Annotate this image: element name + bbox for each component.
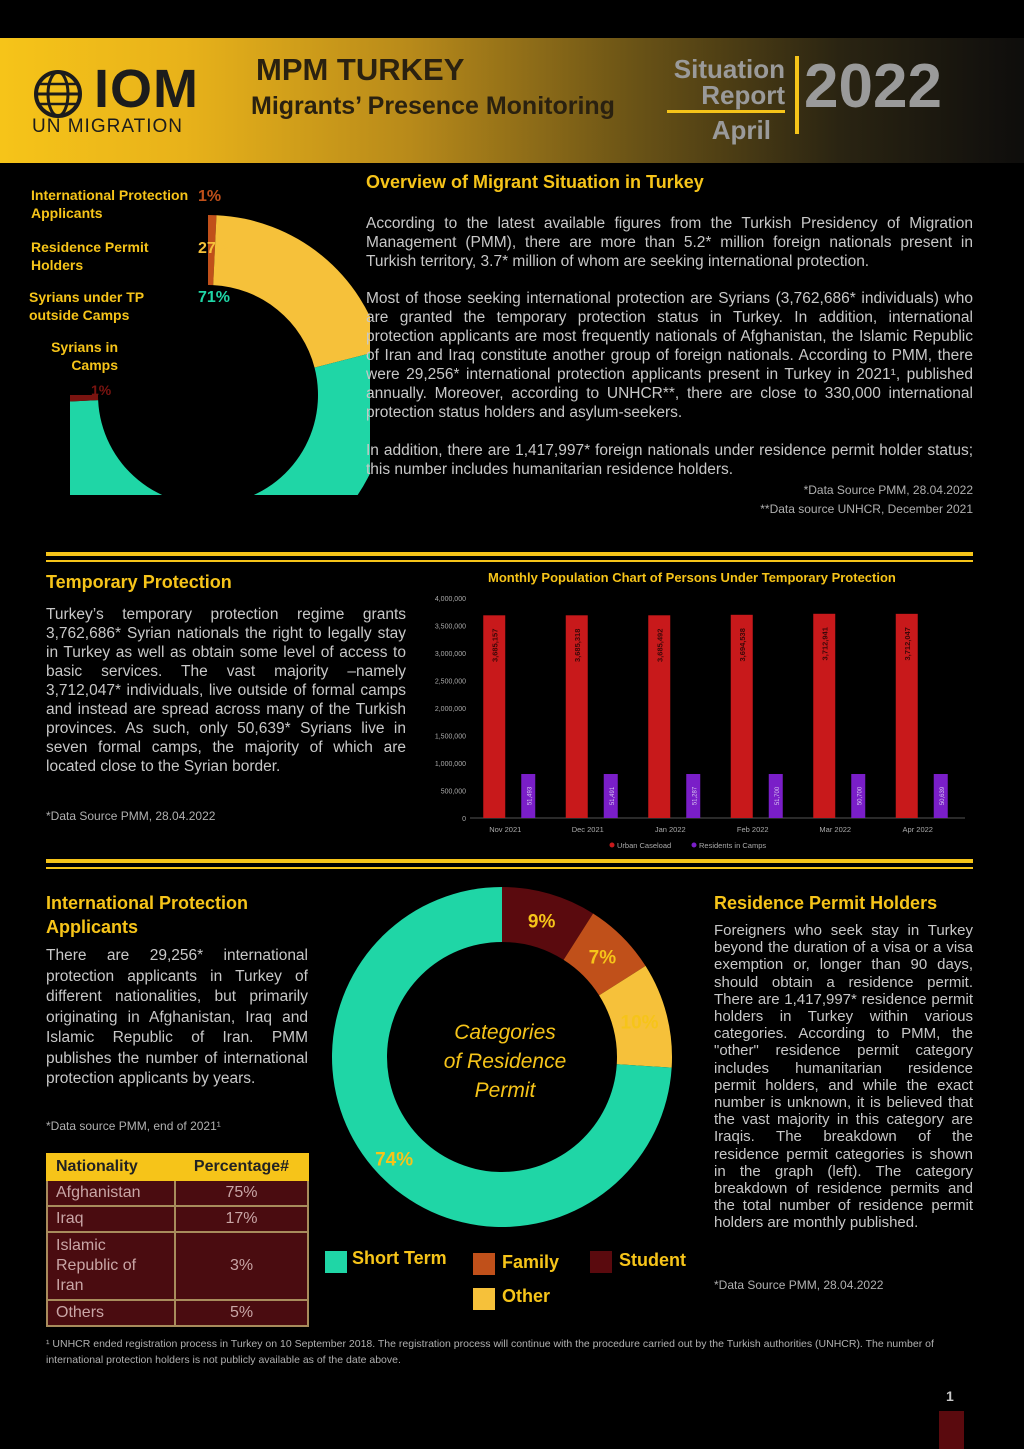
legend-label: Residents in Camps [699, 841, 767, 850]
bar-label-urban: 3,685,157 [490, 628, 500, 663]
cell-percentage: 17% [175, 1206, 308, 1232]
section-divider-1 [46, 552, 973, 562]
overview-source-2: **Data source UNHCR, December 2021 [760, 502, 973, 516]
cell-nationality: Afghanistan [47, 1180, 175, 1206]
rp-slice-label: 74% [375, 1149, 414, 1171]
iom-logo [32, 59, 212, 138]
tp-body: Turkey’s temporary protection regime grants 3,762,686* Syrian nationals the right to legally stay in Turkey as well as obtain some level of access to basic services. The vast majority –namely 3,712,047* individuals, live outside of formal camps and instead are spread across many of the Turkish provinces. As such, only 50,639* Syrians live in seven formal camps, the majority of which are located close to the Syrian border. [46, 606, 406, 775]
overview-donut-chart [70, 175, 370, 495]
org-subtitle: UN MIGRATION [32, 116, 183, 137]
overview-source-1: *Data Source PMM, 28.04.2022 [803, 483, 973, 497]
table-row [47, 1232, 308, 1300]
globe-icon [32, 68, 84, 120]
y-tick-label: 500,000 [440, 788, 466, 796]
rp-donut-center-label [405, 1018, 605, 1105]
legend-other: Other [502, 1286, 551, 1306]
legend-swatch-short-term [325, 1251, 347, 1273]
sr-line1: Situation [673, 54, 785, 84]
bar-label-urban: 3,685,318 [572, 628, 582, 662]
page-number: 1 [946, 1388, 954, 1404]
header-band [0, 38, 1024, 163]
x-tick-label: Apr 2022 [902, 825, 933, 834]
legend-student: Student [619, 1250, 686, 1270]
y-tick-label: 3,500,000 [434, 623, 466, 631]
bar-label-urban: 3,712,047 [902, 627, 912, 661]
ov-label-tp-outside: Syrians under TP outside Camps [29, 289, 144, 323]
sr-line2: Report [701, 80, 785, 110]
legend-marker [692, 843, 697, 848]
table-header-row [47, 1154, 308, 1180]
rp-center-line3: Permit [474, 1079, 536, 1102]
y-tick-label: 4,000,000 [434, 596, 466, 603]
rp-slice-label: 7% [588, 947, 617, 969]
tp-source: *Data Source PMM, 28.04.2022 [46, 809, 216, 823]
rp-center-line1: Categories [454, 1021, 556, 1044]
overview-paragraph-2: Most of those seeking international protection are Syrians (3,762,686* individuals) who are granted the temporary protection status in Turkey. In addition, international protection applicants are most frequently nationals of Afghanistan, the Islamic Republic of Iran and Iraq constitute another group of foreign nationals. According to PMM, there were 29,256* international protection applicants present in Turkey in 2021¹, published annually. Moreover, according to UNHCR**, there are close to 330,000 international protection status holders and asylum-seekers. [366, 290, 973, 421]
table-row [47, 1300, 308, 1326]
legend-label: Urban Caseload [617, 841, 672, 850]
ipa-title-line2: Applicants [46, 917, 139, 937]
tp-title: Temporary Protection [46, 572, 232, 592]
legend-marker [610, 843, 615, 848]
bar-label-camps: 51,493 [527, 786, 534, 806]
x-tick-label: Mar 2022 [819, 825, 852, 834]
bar-label-urban: 3,685,492 [655, 628, 665, 662]
sr-divider [667, 110, 785, 113]
x-tick-label: Feb 2022 [736, 825, 769, 834]
x-tick-label: Nov 2021 [489, 825, 522, 834]
cell-percentage: 3% [175, 1232, 308, 1300]
y-tick-label: 1,500,000 [434, 733, 466, 741]
legend-swatch-other [473, 1288, 495, 1310]
chart-title: Monthly Population Chart of Persons Under Temporary Protection [488, 570, 896, 585]
report-month: April [711, 115, 771, 145]
y-tick-label: 0 [462, 816, 466, 823]
footnote: ¹ UNHCR ended registration process in Turkey on 10 September 2018. The registration process will continue with the procedure carried out by the Turkish authorities (UNHCR). The number of international protection holders is not publicly available as of the date above. [46, 1338, 934, 1366]
legend-swatch-family [473, 1253, 495, 1275]
header-divider [795, 56, 799, 134]
ov-pct-rph: 27% [198, 240, 231, 257]
ipa-title [46, 891, 248, 939]
tp-bar-chart [420, 590, 980, 860]
x-tick-label: Jan 2022 [654, 825, 686, 834]
ov-label-ipa: International Protection Applicants [31, 187, 189, 221]
ov-pct-tp: 71% [198, 289, 231, 306]
nationality-table [46, 1153, 309, 1327]
report-subtitle: Migrants’ Presence Monitoring [251, 92, 615, 120]
cell-percentage: 5% [175, 1300, 308, 1326]
rp-center-line2: of Residence [443, 1050, 567, 1073]
table-row [47, 1206, 308, 1232]
bar-label-camps: 51,700 [774, 786, 781, 806]
th-percentage: Percentage# [175, 1154, 308, 1180]
ov-pct-ipa: 1% [198, 188, 222, 205]
y-tick-label: 3,000,000 [434, 651, 466, 658]
ipa-source: *Data source PMM, end of 2021¹ [46, 1119, 221, 1133]
rp-source: *Data Source PMM, 28.04.2022 [714, 1278, 884, 1292]
overview-paragraph-1: According to the latest available figures from the Turkish Presidency of Migration Management (PMM), there are more than 5.2* million foreign nationals present in Turkish territory, 3.7* million of whom are seeking international protection. [366, 215, 973, 270]
ov-slice-rph [213, 215, 370, 367]
ov-label-rph: Residence Permit Holders [31, 239, 149, 273]
ov-pct-camps: 1% [91, 382, 112, 398]
report-year: 2022 [804, 52, 942, 121]
cell-nationality: Islamic Republic of Iran [47, 1232, 175, 1300]
report-title: MPM TURKEY [256, 52, 465, 87]
situation-report-label [640, 56, 785, 143]
legend-swatch-student [590, 1251, 612, 1273]
rp-body: Foreigners who seek stay in Turkey beyond the duration of a visa or a visa exemption or, longer than 90 days, should obtain a residence permit. There are 1,417,997* residence permit holders in Turkey within various categories. According to PMM, the "other" residence permit category includes humanitarian residence permit holders, and while the exact number is unknown, it is believed that the vast majority in this category are Iraqis. The breakdown of the residence permit categories is shown in the graph (left). The category breakdown of residence permits and the total number of residence permit holders are monthly published. [714, 922, 973, 1232]
bar-label-camps: 50,639 [939, 786, 946, 806]
section-divider-2 [46, 859, 973, 869]
rp-slice-label: 10% [620, 1012, 659, 1034]
bar-label-camps: 50,700 [857, 786, 864, 806]
bar-label-camps: 51,287 [692, 786, 699, 806]
table-row [47, 1180, 308, 1206]
th-nationality: Nationality [47, 1154, 175, 1180]
cell-percentage: 75% [175, 1180, 308, 1206]
bar-label-urban: 3,694,538 [737, 628, 747, 662]
ov-label-camps: Syrians in Camps [51, 339, 118, 373]
ipa-body: There are 29,256* international protection applicants in Turkey of different nationalities, but primarily originating in Afghanistan, Iraq and Islamic Republic of Iran. PMM publishes the number of international protection applicants by years. [46, 947, 308, 1087]
bar-label-camps: 51,491 [609, 786, 616, 806]
rp-title: Residence Permit Holders [714, 893, 938, 913]
overview-title: Overview of Migrant Situation in Turkey [366, 172, 704, 192]
y-tick-label: 2,000,000 [434, 706, 466, 713]
legend-short-term: Short Term [352, 1248, 447, 1268]
cell-nationality: Iraq [47, 1206, 175, 1232]
org-name: IOM [94, 59, 199, 119]
rp-slice-label: 9% [527, 911, 556, 933]
ipa-title-line1: International Protection [46, 893, 249, 913]
bar-label-urban: 3,712,941 [820, 627, 830, 661]
y-tick-label: 1,000,000 [434, 761, 466, 768]
legend-family: Family [502, 1252, 560, 1272]
x-tick-label: Dec 2021 [571, 825, 604, 834]
y-tick-label: 2,500,000 [434, 678, 466, 686]
cell-nationality: Others [47, 1300, 175, 1326]
page-tab [939, 1411, 964, 1449]
overview-paragraph-3: In addition, there are 1,417,997* foreign nationals under residence permit holder status; this number includes humanitarian residence holders. [366, 442, 973, 478]
